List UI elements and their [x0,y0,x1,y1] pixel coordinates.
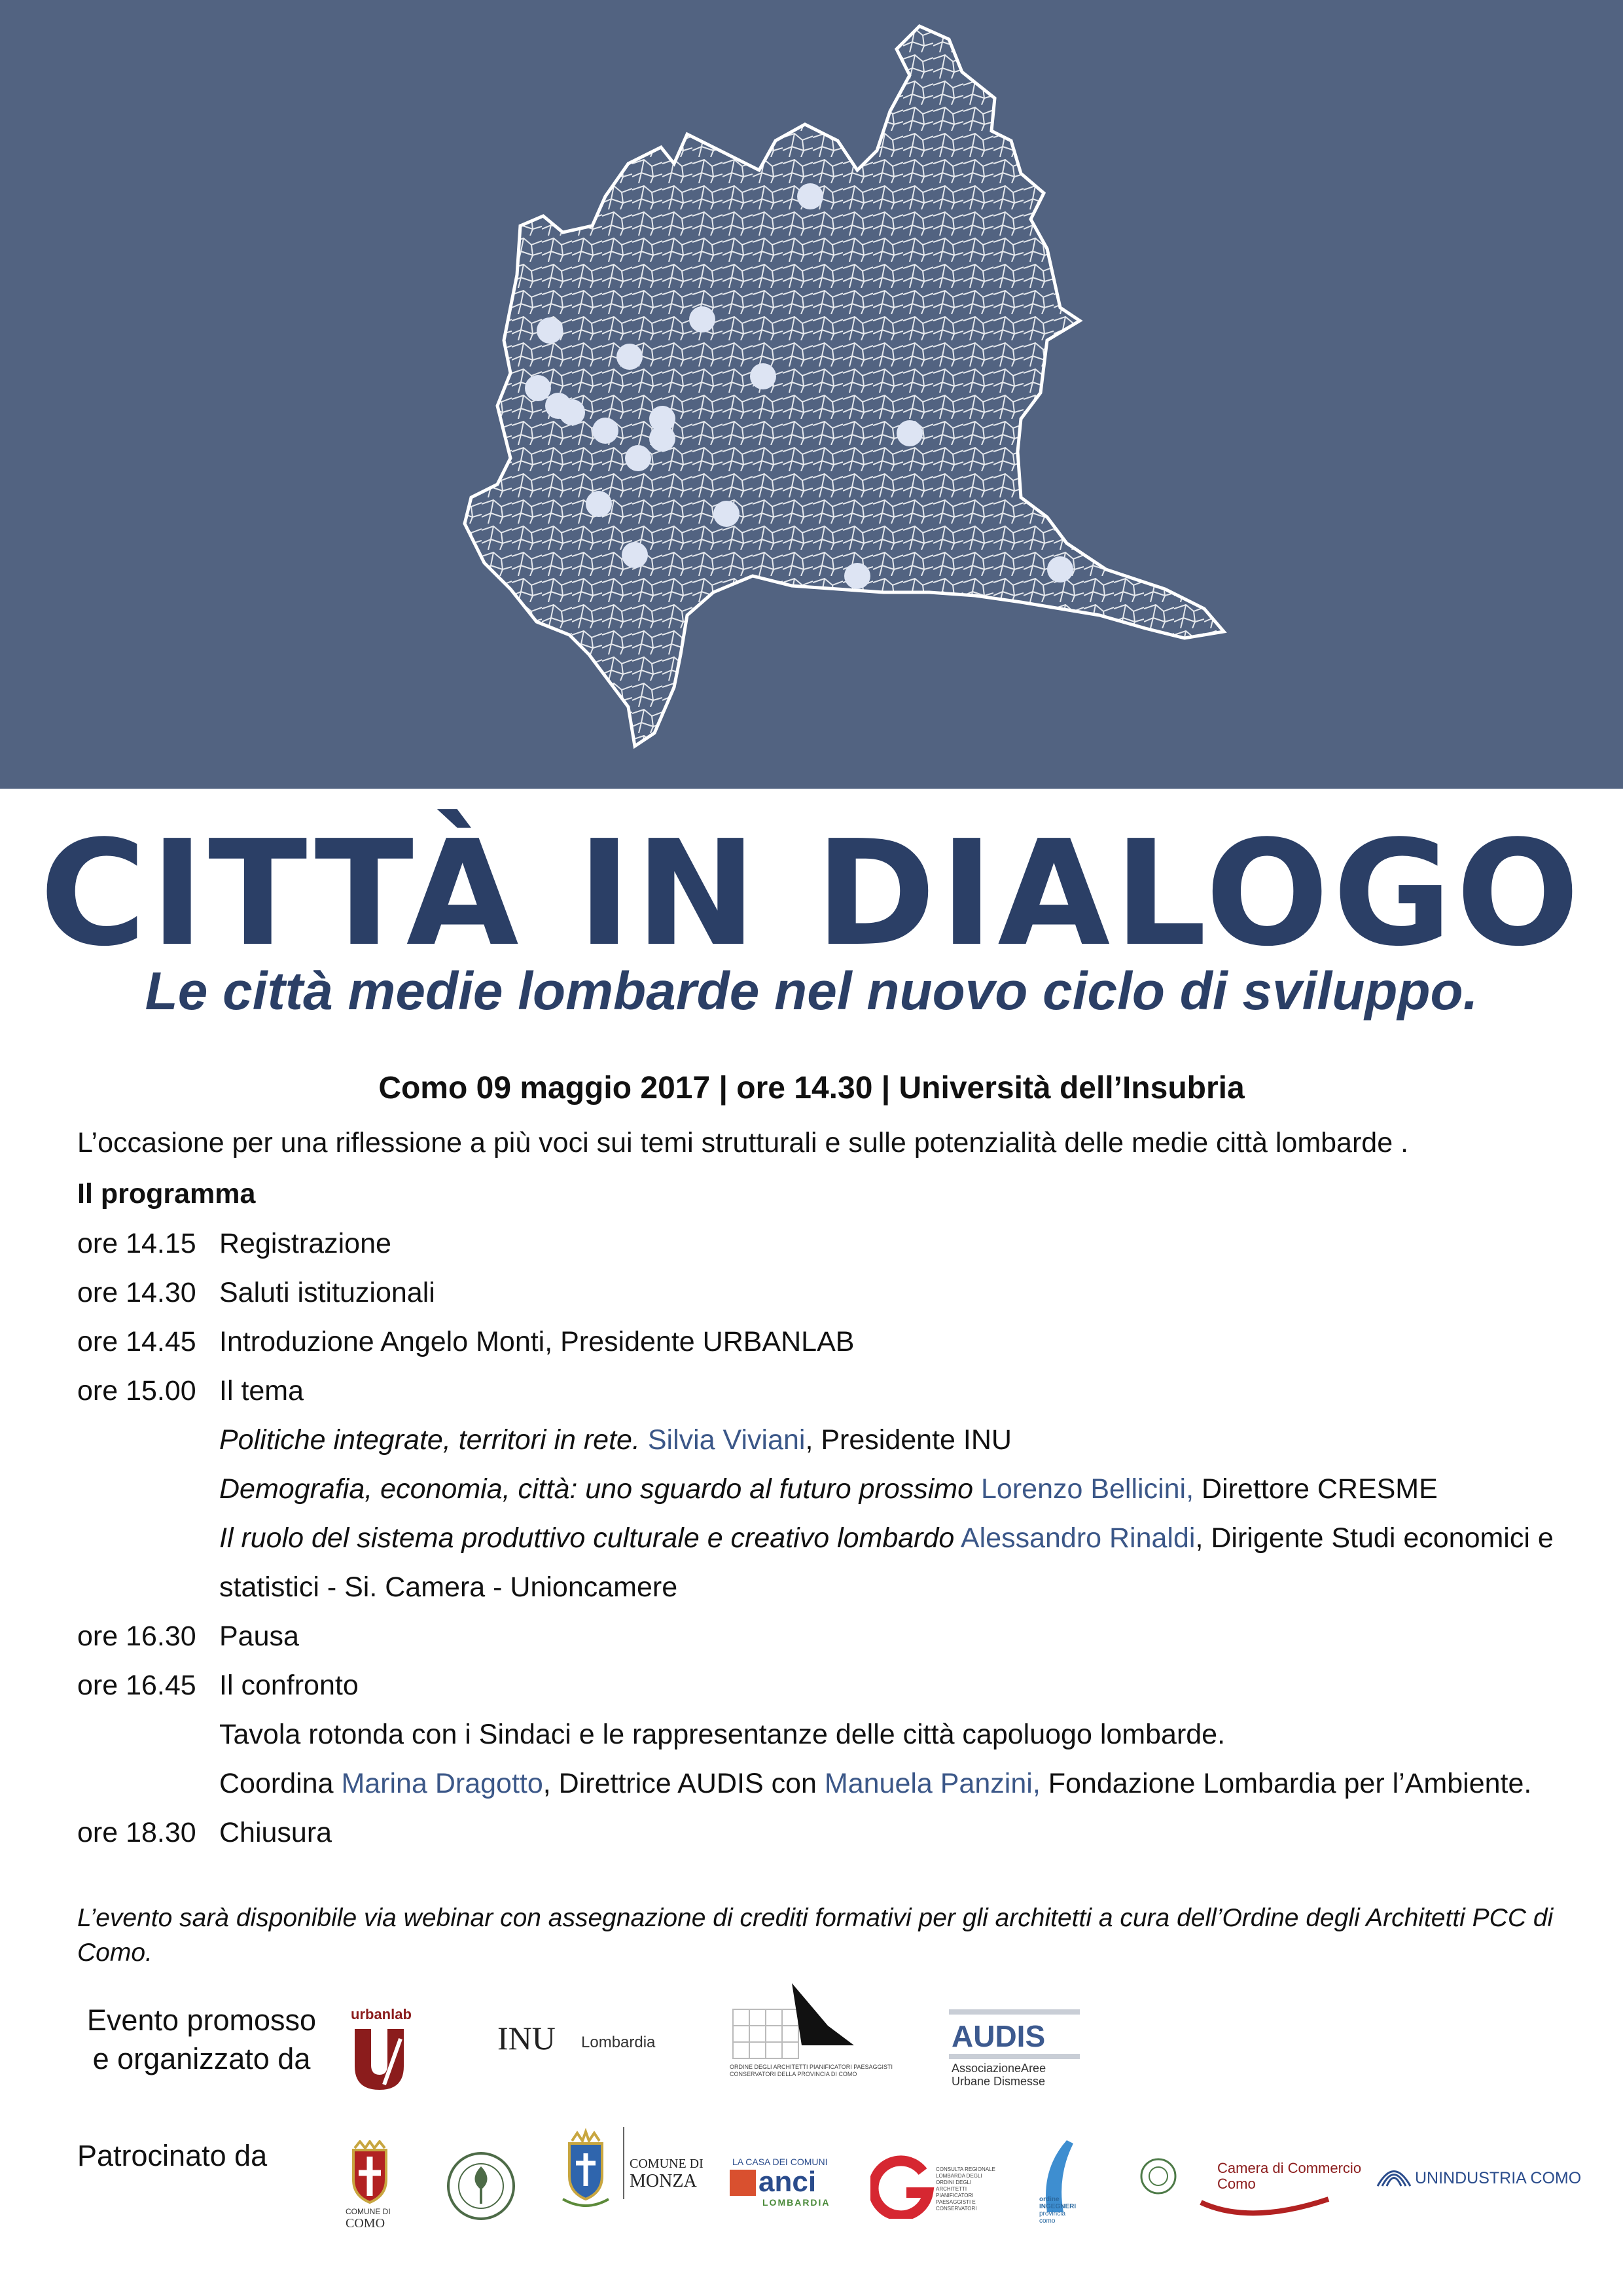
consulta-architetti-logo [870,2153,1001,2225]
tema-talk [219,1473,1438,1507]
promoted-line: Evento promosso [86,2003,317,2037]
patronage-label: Patrocinato da [77,2139,268,2172]
insubria-seal-logo [445,2150,517,2222]
audis-logo [949,2009,1080,2088]
program-label: Il confronto [219,1670,359,1701]
camera-text: Como [1217,2176,1256,2192]
speaker-name: Silvia Viviani [647,1424,806,1456]
confronto-line [219,1767,1531,1801]
monza-text: MONZA [630,2171,697,2191]
audis-sub: Urbane Dismesse [952,2075,1046,2088]
program-time: ore 16.30 [77,1621,196,1652]
camera-commercio-logo [1198,2160,1362,2225]
audis-sub: AssociazioneAree [952,2062,1046,2075]
como-crest-icon [340,2140,399,2206]
inu-region: Lombardia [581,2034,656,2051]
program-label: Saluti istituzionali [219,1277,435,1308]
program-item [77,1276,435,1310]
program-label: Il tema [219,1375,304,1407]
ordine-grid-icon [730,1980,861,2062]
monza-divider [623,2127,624,2199]
green-seal-logo [1139,2157,1178,2196]
program-item [77,1669,359,1703]
audis-bar [949,2009,1080,2015]
anci-logo [730,2157,841,2209]
program-time: ore 18.30 [77,1817,196,1848]
lombardy-map-icon [0,0,1623,789]
comune-como-logo [340,2140,399,2238]
program-heading: Il programma [77,1178,256,1210]
como-text: COMO [346,2216,385,2231]
anci-emblem [730,2170,756,2196]
intro-text: L’occasione per una riflessione a più voci sui temi strutturali e sulle potenzialità delle medie città lombarde . [77,1127,1409,1158]
unindustria-icon [1374,2153,1414,2193]
program-label: Introduzione Angelo Monti, Presidente URBANLAB [219,1326,855,1357]
audis-bar [949,2054,1080,2059]
monza-text: COMUNE DI [630,2157,704,2171]
program-time: ore 16.45 [77,1670,196,1701]
ingegneri-text: ordine [1039,2196,1060,2203]
program-item [77,1816,332,1850]
audis-text: AUDIS [952,2019,1046,2053]
webinar-note: L’evento sarà disponibile via webinar con assegnazione di crediti formativi per gli architetti a cura dell’Ordine degli Architetti PCC di Como. [77,1904,1554,1967]
speaker-name: Alessandro Rinaldi [960,1522,1196,1554]
program-label: Chiusura [219,1817,332,1848]
ingegneri-text: INGEGNERI [1039,2203,1077,2210]
confronto-line: Tavola rotonda con i Sindaci e le rappresentanze delle città capoluogo lombarde. [219,1719,1226,1750]
tema-talk [219,1424,1012,1458]
program-label: Pausa [219,1621,299,1652]
speaker-role: , Dirigente Studi economici e [1195,1522,1554,1554]
inu-text: INU [497,2020,556,2056]
camera-swoosh-icon [1198,2193,1348,2225]
program-label: Registrazione [219,1228,391,1259]
speaker-role: Direttore CRESME [1194,1473,1438,1505]
talk-title: Politiche integrate, territori in rete. [219,1424,640,1456]
ingegneri-text: como [1039,2217,1056,2225]
inu-logo [497,2019,668,2058]
program-item [77,1227,391,1261]
speaker-name: Lorenzo Bellicini, [981,1473,1194,1505]
ordine-text: ORDINE DEGLI ARCHITETTI PIANIFICATORI PAESAGGISTI CONSERVATORI DELLA PROVINCIA DI COMO [730,2064,893,2077]
ordine-architetti-logo [730,1980,893,2091]
promoted-line: e organizzato da [92,2041,311,2075]
monza-crest-icon [556,2124,615,2215]
promoted-by-label [77,2001,326,2078]
page-subtitle: Le città medie lombarde nel nuovo ciclo di sviluppo. [145,961,1478,1021]
program-item [77,1325,854,1359]
program-time: ore 14.45 [77,1326,196,1357]
tema-talk-continuation: statistici - Si. Camera - Unioncamere [219,1571,678,1603]
urbanlab-logo [348,2006,414,2091]
program-time: ore 14.30 [77,1277,196,1308]
como-text: COMUNE DI [346,2207,391,2216]
consulta-g-icon [870,2153,936,2219]
program-time: ore 15.00 [77,1375,196,1407]
speaker-role: , Presidente INU [805,1424,1012,1456]
speaker-name: Manuela Panzini, [824,1768,1041,1799]
hero-banner [0,0,1623,789]
program-item [77,1374,304,1408]
anci-sub-text: LOMBARDIA [762,2197,830,2208]
consulta-text: CONSULTA REGIONALE LOMBARDA DEGLI ORDINI DEGLI ARCHITETTI PIANIFICATORI PAESAGGISTI E CONSERVATORI [936,2166,995,2212]
program-item [77,1620,299,1654]
anci-main-text: anci [758,2166,817,2198]
comune-monza-logo [556,2124,704,2215]
seal-icon [1139,2157,1178,2196]
urbanlab-icon [348,2026,414,2091]
ingegneri-text: provincia [1039,2210,1066,2217]
page-title: CITTÀ IN DIALOGO [39,810,1584,978]
urbanlab-text: urbanlab [351,2006,412,2022]
confronto-text: Coordina [219,1768,342,1799]
unindustria-text: UNINDUSTRIA COMO [1415,2169,1582,2187]
anci-top-text: LA CASA DEI COMUNI [732,2157,828,2167]
event-details: Como 09 maggio 2017 | ore 14.30 | Università dell’Insubria [378,1071,1245,1105]
university-seal-icon [445,2150,517,2222]
camera-text: Camera di Commercio [1217,2160,1362,2176]
speaker-name: Marina Dragotto [341,1768,543,1799]
tema-talk [219,1522,1554,1556]
unindustria-logo [1374,2153,1582,2206]
ingegneri-logo [1034,2137,1106,2229]
program-time: ore 14.15 [77,1228,196,1259]
talk-title: Demografia, economia, città: uno sguardo al futuro prossimo [219,1473,974,1505]
confronto-text: , Direttrice AUDIS con [543,1768,825,1799]
talk-title: Il ruolo del sistema produttivo culturale e creativo lombardo [219,1522,955,1554]
confronto-text: Fondazione Lombardia per l’Ambiente. [1040,1768,1532,1799]
